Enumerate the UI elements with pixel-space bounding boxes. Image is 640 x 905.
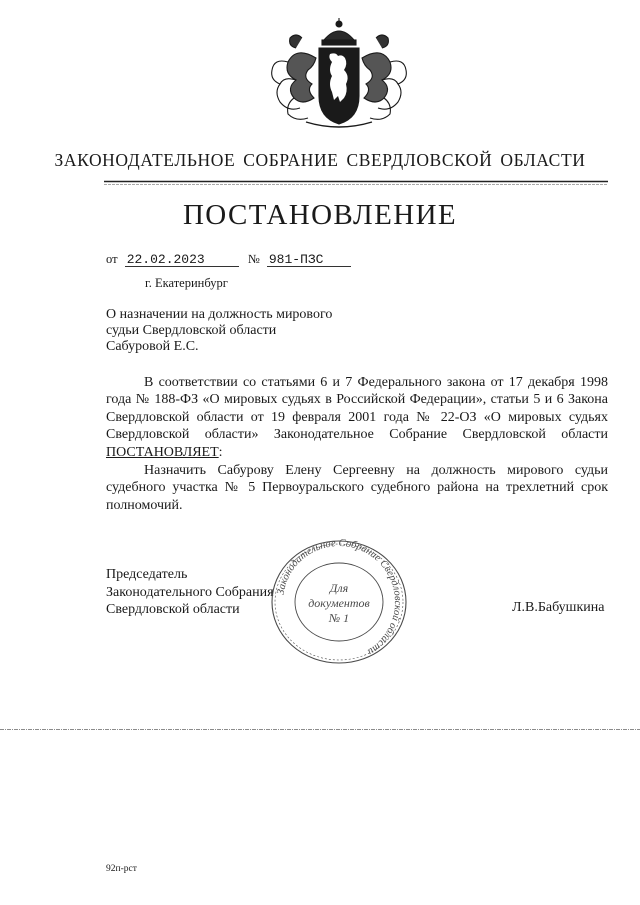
signer-position-line: Свердловской области (106, 602, 240, 617)
document-number: 981-ПЗС (267, 253, 351, 267)
footer-divider (0, 728, 640, 731)
city: г. Екатеринбург (145, 276, 228, 290)
seal-ring-text: Законодательное Собрание Свердловской области (275, 538, 404, 658)
number-label: № (247, 252, 260, 266)
document-subject: О назначении на должность мирового судьи Свердловской области Сабуровой Е.С. (106, 307, 333, 354)
signer-position-line: Законодательного Собрания (106, 584, 274, 600)
resolves-word: ПОСТАНОВЛЯЕТ (106, 444, 219, 460)
organization-name: ЗАКОНОДАТЕЛЬНОЕ СОБРАНИЕ СВЕРДЛОВСКОЙ ОБЛАСТИ (54, 150, 586, 170)
signer-position (106, 566, 274, 619)
basis-text: В соответствии со статьями 6 и 7 Федерального закона от 17 декабря 1998 года № 188-ФЗ «О мировых судьях в Российской Федерации», статьи 5 и 6 Закона Свердловской области от 19 февраля 2001 года № 22-ОЗ «О мировых судьях Свердловской области» Законодательное Собрание Свердловской области (106, 375, 608, 443)
basis-paragraph (106, 374, 608, 461)
document-date: 22.02.2023 (125, 253, 239, 267)
resolves-suffix: : (218, 444, 223, 460)
header-divider (104, 180, 608, 186)
official-seal-icon (268, 538, 410, 666)
document-meta (106, 252, 351, 267)
seal-center-line: документов (308, 596, 370, 610)
decision-paragraph: Назначить Сабурову Елену Сергеевну на должность мирового судьи судебного участка № 5 Первоуральского судебного района на трехлетний срок полномочий. (106, 463, 608, 513)
coat-of-arms-icon (266, 18, 412, 132)
seal-center-line: № 1 (328, 611, 350, 625)
signer-position-line: Председатель (106, 567, 188, 582)
date-label: от (106, 252, 118, 266)
seal-center-line: Для (329, 581, 349, 595)
form-code: 92п-рст (106, 864, 137, 874)
document-title: ПОСТАНОВЛЕНИЕ (182, 199, 458, 231)
signer-name: Л.В.Бабушкина (512, 600, 605, 615)
